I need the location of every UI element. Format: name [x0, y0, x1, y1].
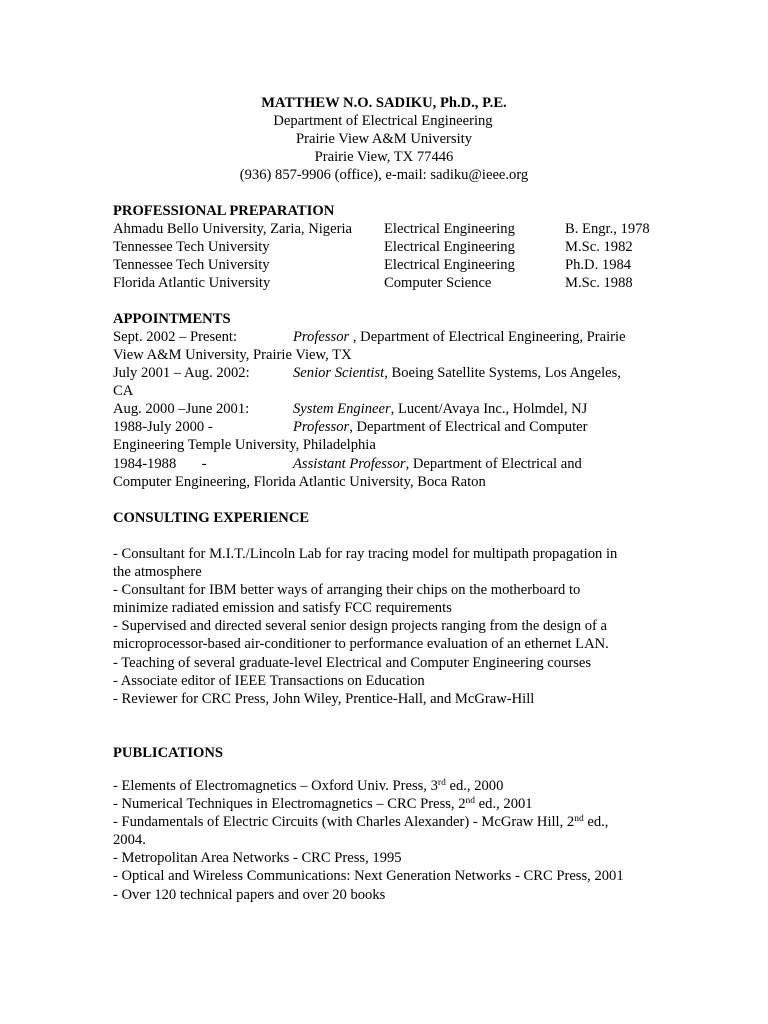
appointment-period: July 2001 – Aug. 2002: [113, 365, 250, 381]
appointment-continuation: View A&M University, Prairie View, TX [113, 347, 352, 363]
appointment-description: , Department of Electrical Engineering, Prairie [349, 329, 626, 345]
appointment-description: , Boeing Satellite Systems, Los Angeles, [384, 365, 621, 381]
consulting-line: - Consultant for M.I.T./Lincoln Lab for ray tracing model for multipath propagation in [113, 546, 618, 562]
publication-item: - Optical and Wireless Communications: Next Generation Networks - CRC Press, 2001 [113, 868, 624, 884]
city-line: Prairie View, TX 77446 [314, 149, 454, 165]
appointment-title: System Engineer [293, 401, 391, 417]
preparation-heading: PROFESSIONAL PREPARATION [113, 203, 335, 219]
appointment-period: Aug. 2000 –June 2001: [113, 401, 250, 417]
appointment-title: Senior Scientist [293, 365, 385, 381]
appointment-title: Assistant Professor [293, 456, 406, 472]
publication-item: - Elements of Electromagnetics – Oxford Univ. Press, 3rd ed., 2000 [113, 778, 504, 794]
degree: Ph.D. 1984 [565, 257, 632, 273]
consulting-heading: CONSULTING EXPERIENCE [113, 510, 310, 526]
publication-item: - Numerical Techniques in Electromagnetics – CRC Press, 2nd ed., 2001 [113, 796, 533, 812]
appointment-description: , Department of Electrical and Computer [349, 419, 588, 435]
degree: B. Engr., 1978 [565, 221, 650, 237]
university-line: Prairie View A&M University [296, 131, 472, 147]
appointment-period: Sept. 2002 – Present: [113, 329, 238, 345]
institution: Ahmadu Bello University, Zaria, Nigeria [113, 221, 352, 237]
consulting-line: the atmosphere [113, 564, 202, 580]
consulting-line: - Consultant for IBM better ways of arranging their chips on the motherboard to [113, 582, 581, 598]
consulting-line: - Reviewer for CRC Press, John Wiley, Prentice-Hall, and McGraw-Hill [113, 691, 535, 707]
field: Electrical Engineering [384, 221, 515, 237]
consulting-line: - Supervised and directed several senior design projects ranging from the design of a [113, 618, 608, 634]
appointment-continuation: Engineering Temple University, Philadelphia [113, 437, 376, 453]
consulting-line: - Associate editor of IEEE Transactions on Education [113, 673, 425, 689]
consulting-line: microprocessor-based air-conditioner to performance evaluation of an ethernet LAN. [113, 636, 609, 652]
appointments-heading: APPOINTMENTS [113, 311, 231, 327]
field: Electrical Engineering [384, 239, 515, 255]
consulting-line: - Teaching of several graduate-level Electrical and Computer Engineering courses [113, 655, 592, 671]
appointment-continuation: CA [113, 383, 134, 399]
degree: M.Sc. 1988 [565, 275, 633, 291]
institution: Tennessee Tech University [113, 257, 270, 273]
appointment-description: , Lucent/Avaya Inc., Holmdel, NJ [390, 401, 588, 417]
publication-item: - Metropolitan Area Networks - CRC Press, 1995 [113, 850, 402, 866]
appointment-period: 1988-July 2000 - [113, 419, 213, 435]
publication-continuation: 2004. [113, 832, 146, 848]
department-line: Department of Electrical Engineering [273, 113, 493, 129]
consulting-line: minimize radiated emission and satisfy FCC requirements [113, 600, 452, 616]
appointment-title: Professor [293, 419, 350, 435]
appointment-title: Professor [293, 329, 350, 345]
appointment-description: , Department of Electrical and [405, 456, 582, 472]
publications-heading: PUBLICATIONS [113, 745, 224, 761]
resume-name: MATTHEW N.O. SADIKU, Ph.D., P.E. [261, 95, 507, 111]
publication-item: - Over 120 technical papers and over 20 books [113, 887, 386, 903]
institution: Florida Atlantic University [113, 275, 271, 291]
contact-line: (936) 857-9906 (office), e-mail: sadiku@ieee.org [239, 167, 529, 183]
appointment-continuation: Computer Engineering, Florida Atlantic University, Boca Raton [113, 474, 486, 490]
institution: Tennessee Tech University [113, 239, 270, 255]
appointment-period: 1984-1988 - [113, 456, 207, 472]
publication-item: - Fundamentals of Electric Circuits (with Charles Alexander) - McGraw Hill, 2nd ed., [113, 814, 609, 830]
field: Computer Science [384, 275, 492, 291]
degree: M.Sc. 1982 [565, 239, 633, 255]
field: Electrical Engineering [384, 257, 515, 273]
